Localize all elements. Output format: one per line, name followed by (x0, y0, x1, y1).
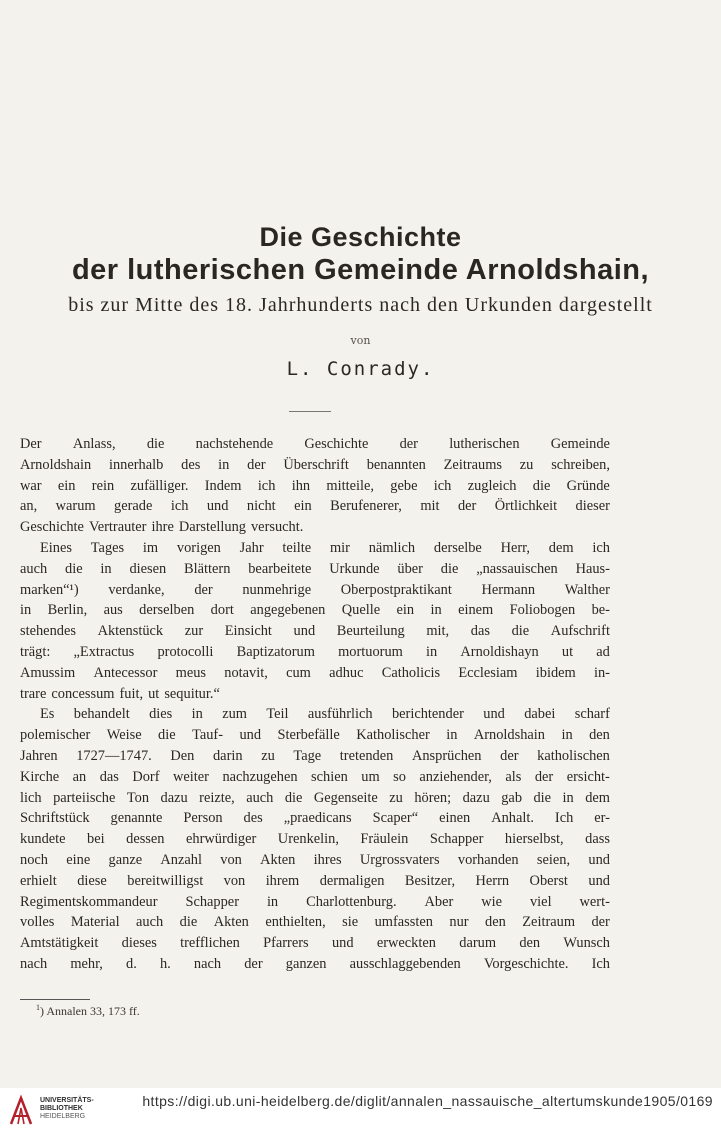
byline-von: von (350, 334, 371, 347)
body-line: nach mehr, d. h. nach der ganzen ausschlaggebenden Vorgeschichte. Ich (20, 955, 610, 972)
library-logo-icon (8, 1094, 34, 1128)
body-line: war ein rein zufälliger. Indem ich ihn mitteile, gebe ich zugleich die Gründe (20, 477, 610, 494)
body-line: polemischer Weise die Tauf- und Sterbefälle Katholischer in Arnoldshain in den (20, 727, 610, 744)
body-line: erhielt diese bereitwilligst von ihrem dermaligen Besitzer, Herrn Oberst und (20, 872, 610, 889)
body-line: in Berlin, aus derselben dort angegebenen Quelle ein in einem Foliobogen be- (20, 602, 610, 619)
footnote-divider (20, 999, 90, 1000)
body-line: stehendes Aktenstück zur Einsicht und Beurteilung mit, das die Aufschrift (20, 623, 610, 640)
body-line: kundete bei dessen ehrwürdiger Urenkelin, Fräulein Schapper hierselbst, dass (20, 831, 610, 848)
footnote (36, 1003, 140, 1019)
library-name (40, 1097, 94, 1121)
body-line: Arnoldshain innerhalb des in der Überschrift benannten Zeitraums zu schreiben, (20, 456, 610, 473)
body-line: volles Material auch die Akten enthielten, sie umfassten nur den Zeitraum der (20, 914, 610, 931)
body-line: Amussim Antecessor meus notavit, cum adhuc Catholicis Ecclesiam ibidem in- (20, 664, 610, 681)
body-line: marken“¹) verdanke, der nunmehrige Oberpostpraktikant Hermann Walther (20, 581, 610, 598)
footnote-marker: 1 (36, 1003, 40, 1012)
body-line: trägt: „Extractus protocolli Baptizatorum mortuorum in Arnoldishayn ut ad (20, 643, 610, 660)
body-line: an, warum gerade ich und nicht ein Berufenerer, mit der Örtlichkeit dieser (20, 498, 610, 515)
title-line-2: der lutherischen Gemeinde Arnoldshain, (71, 254, 650, 286)
body-line: Eines Tages im vorigen Jahr teilte mir nämlich derselbe Herr, dem ich (40, 539, 610, 556)
body-line: Geschichte Vertrauter ihre Darstellung versucht. (20, 519, 304, 536)
title-divider (289, 411, 331, 412)
body-line: Jahren 1727—1747. Den darin zu Tage tretenden Ansprüchen der katholischen (20, 747, 610, 764)
body-line: Kirche an das Dorf weiter nachzugehen schien um so anziehender, als der ersicht- (20, 768, 610, 785)
body-text (20, 434, 610, 975)
body-line: auch die in diesen Blättern bearbeitete Urkunde über die „nassauischen Haus- (20, 560, 610, 577)
library-name-line3: HEIDELBERG (40, 1113, 86, 1120)
body-line: trare concessum fuit, ut sequitur.“ (20, 685, 220, 702)
title-line-1: Die Geschichte (259, 222, 462, 252)
library-name-line2: BIBLIOTHEK (40, 1105, 83, 1112)
author-name: L. Conrady. (286, 358, 435, 380)
body-line: Amtstätigkeit dieses trefflichen Pfarrers und erweckten darum den Wunsch (20, 935, 610, 952)
body-line: Schriftstück genannte Person des „praedicans Scaper“ einen Anhalt. Ich er- (20, 810, 610, 827)
source-url-link[interactable]: https://digi.ub.uni-heidelberg.de/diglit/annalen_nassauische_altertumskunde1905/0169 (142, 1093, 713, 1109)
body-line: Der Anlass, die nachstehende Geschichte der lutherischen Gemeinde (20, 436, 610, 452)
body-line: lich parteiische Ton dazu reizte, auch die Gegenseite zu hören; dazu gab die in dem (20, 789, 610, 806)
footnote-text: ) Annalen 33, 173 ff. (40, 1004, 140, 1018)
subtitle: bis zur Mitte des 18. Jahrhunderts nach den Urkunden dargestellt (68, 294, 653, 316)
body-line: Regimentskommandeur Schapper in Charlottenburg. Aber wie viel wert- (20, 893, 610, 910)
library-name-line1: UNIVERSITÄTS- (40, 1097, 94, 1104)
body-line: noch eine ganze Anzahl von Akten ihres Urgrossvaters vorhanden seien, und (20, 851, 610, 868)
body-line: Es behandelt dies in zum Teil ausführlich berichtender und dabei scharf (40, 706, 610, 723)
